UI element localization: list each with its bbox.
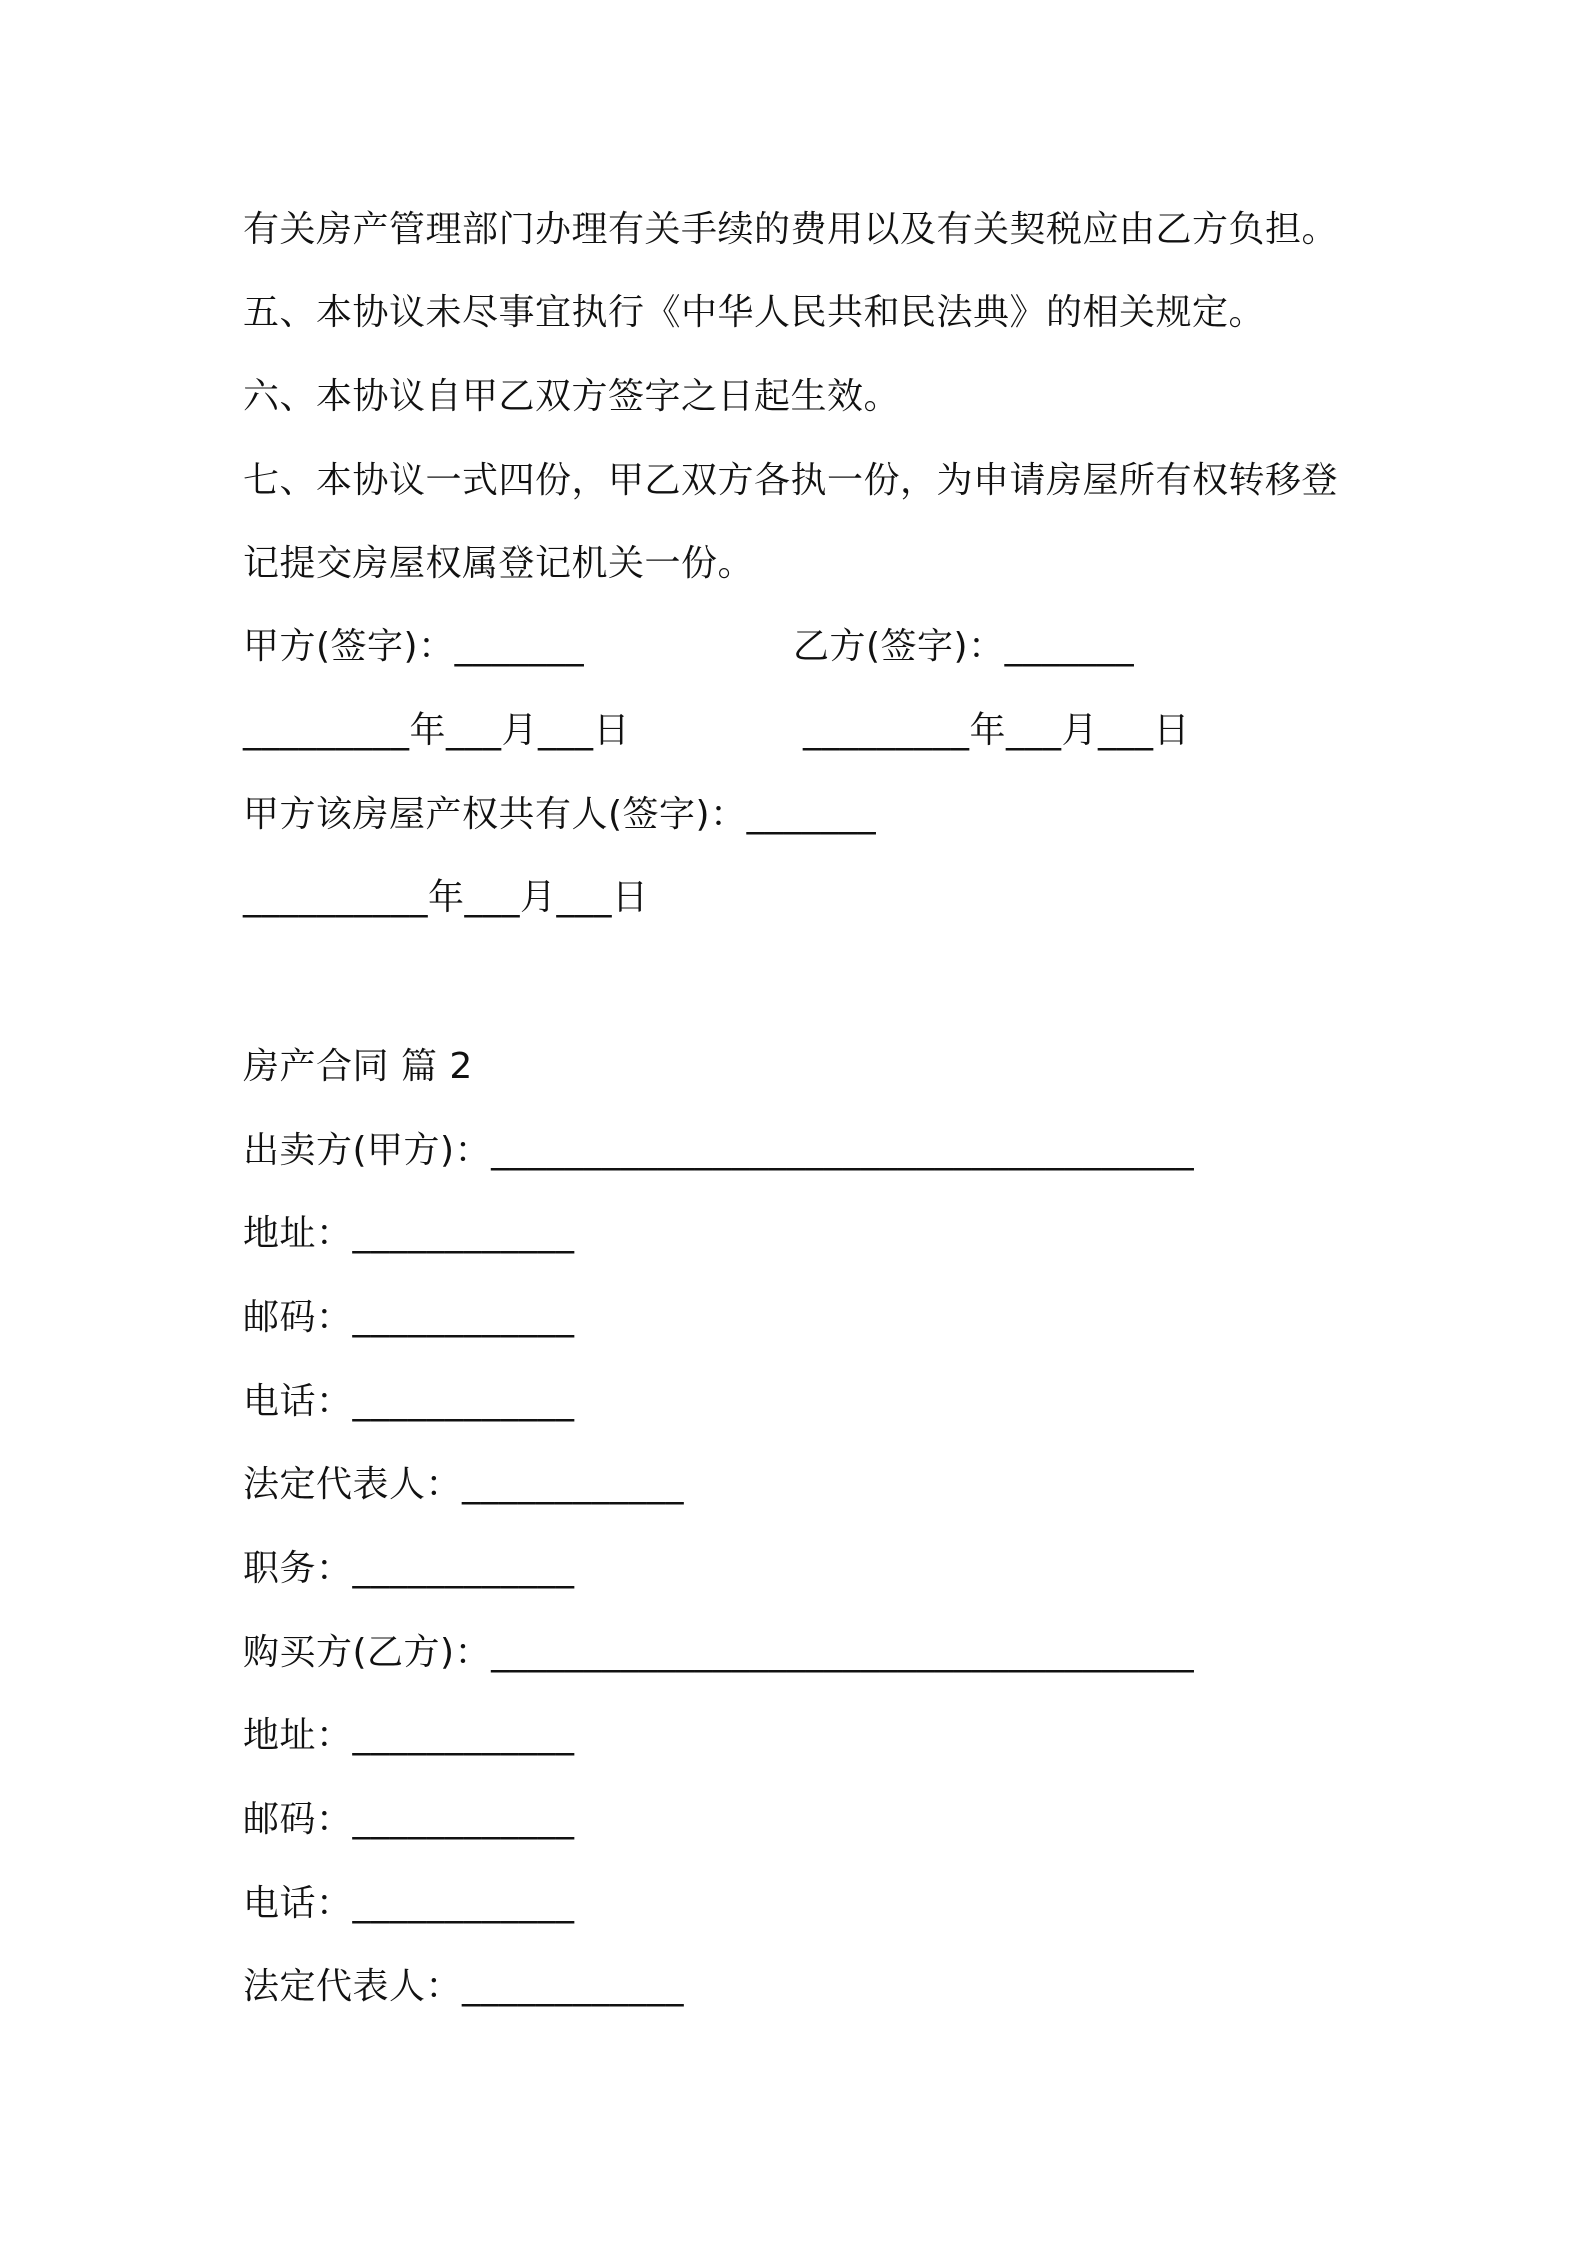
clause-6: 六、本协议自甲乙双方签字之日起生效。 xyxy=(243,376,901,417)
buyer-legal-rep: 法定代表人：____________ xyxy=(243,1966,685,2007)
co-owner-date: __________年___月___日 xyxy=(243,877,649,918)
buyer-postcode: 邮码：____________ xyxy=(243,1799,575,1840)
party-a-signature: 甲方(签字)：_______ xyxy=(243,626,585,667)
seller-postcode: 邮码：____________ xyxy=(243,1297,575,1338)
seller-position: 职务：____________ xyxy=(243,1548,575,1589)
clause-7-line-1: 七、本协议一式四份，甲乙双方各执一份，为申请房屋所有权转移登 xyxy=(243,460,1339,501)
buyer-label: 购买方(乙方)：______________________________________ xyxy=(243,1632,1195,1673)
seller-phone: 电话：____________ xyxy=(243,1381,575,1422)
buyer-address: 地址：____________ xyxy=(243,1715,575,1756)
clause-7-line-2: 记提交房屋权属登记机关一份。 xyxy=(243,543,755,584)
seller-legal-rep: 法定代表人：____________ xyxy=(243,1464,685,1505)
buyer-phone: 电话：____________ xyxy=(243,1883,575,1924)
seller-label: 出卖方(甲方)：______________________________________ xyxy=(243,1130,1195,1171)
clause-5: 五、本协议未尽事宜执行《中华人民共和民法典》的相关规定。 xyxy=(243,292,1266,333)
party-b-date: _________年___月___日 xyxy=(803,710,1190,751)
seller-address: 地址：____________ xyxy=(243,1213,575,1254)
contract-2-title: 房产合同 篇 2 xyxy=(243,1046,473,1087)
party-a-date: _________年___月___日 xyxy=(243,710,630,751)
clause-text-continuation: 有关房产管理部门办理有关手续的费用以及有关契税应由乙方负担。 xyxy=(243,209,1339,250)
co-owner-signature: 甲方该房屋产权共有人(签字)：_______ xyxy=(243,794,877,835)
party-b-signature: 乙方(签字)：_______ xyxy=(793,626,1135,667)
